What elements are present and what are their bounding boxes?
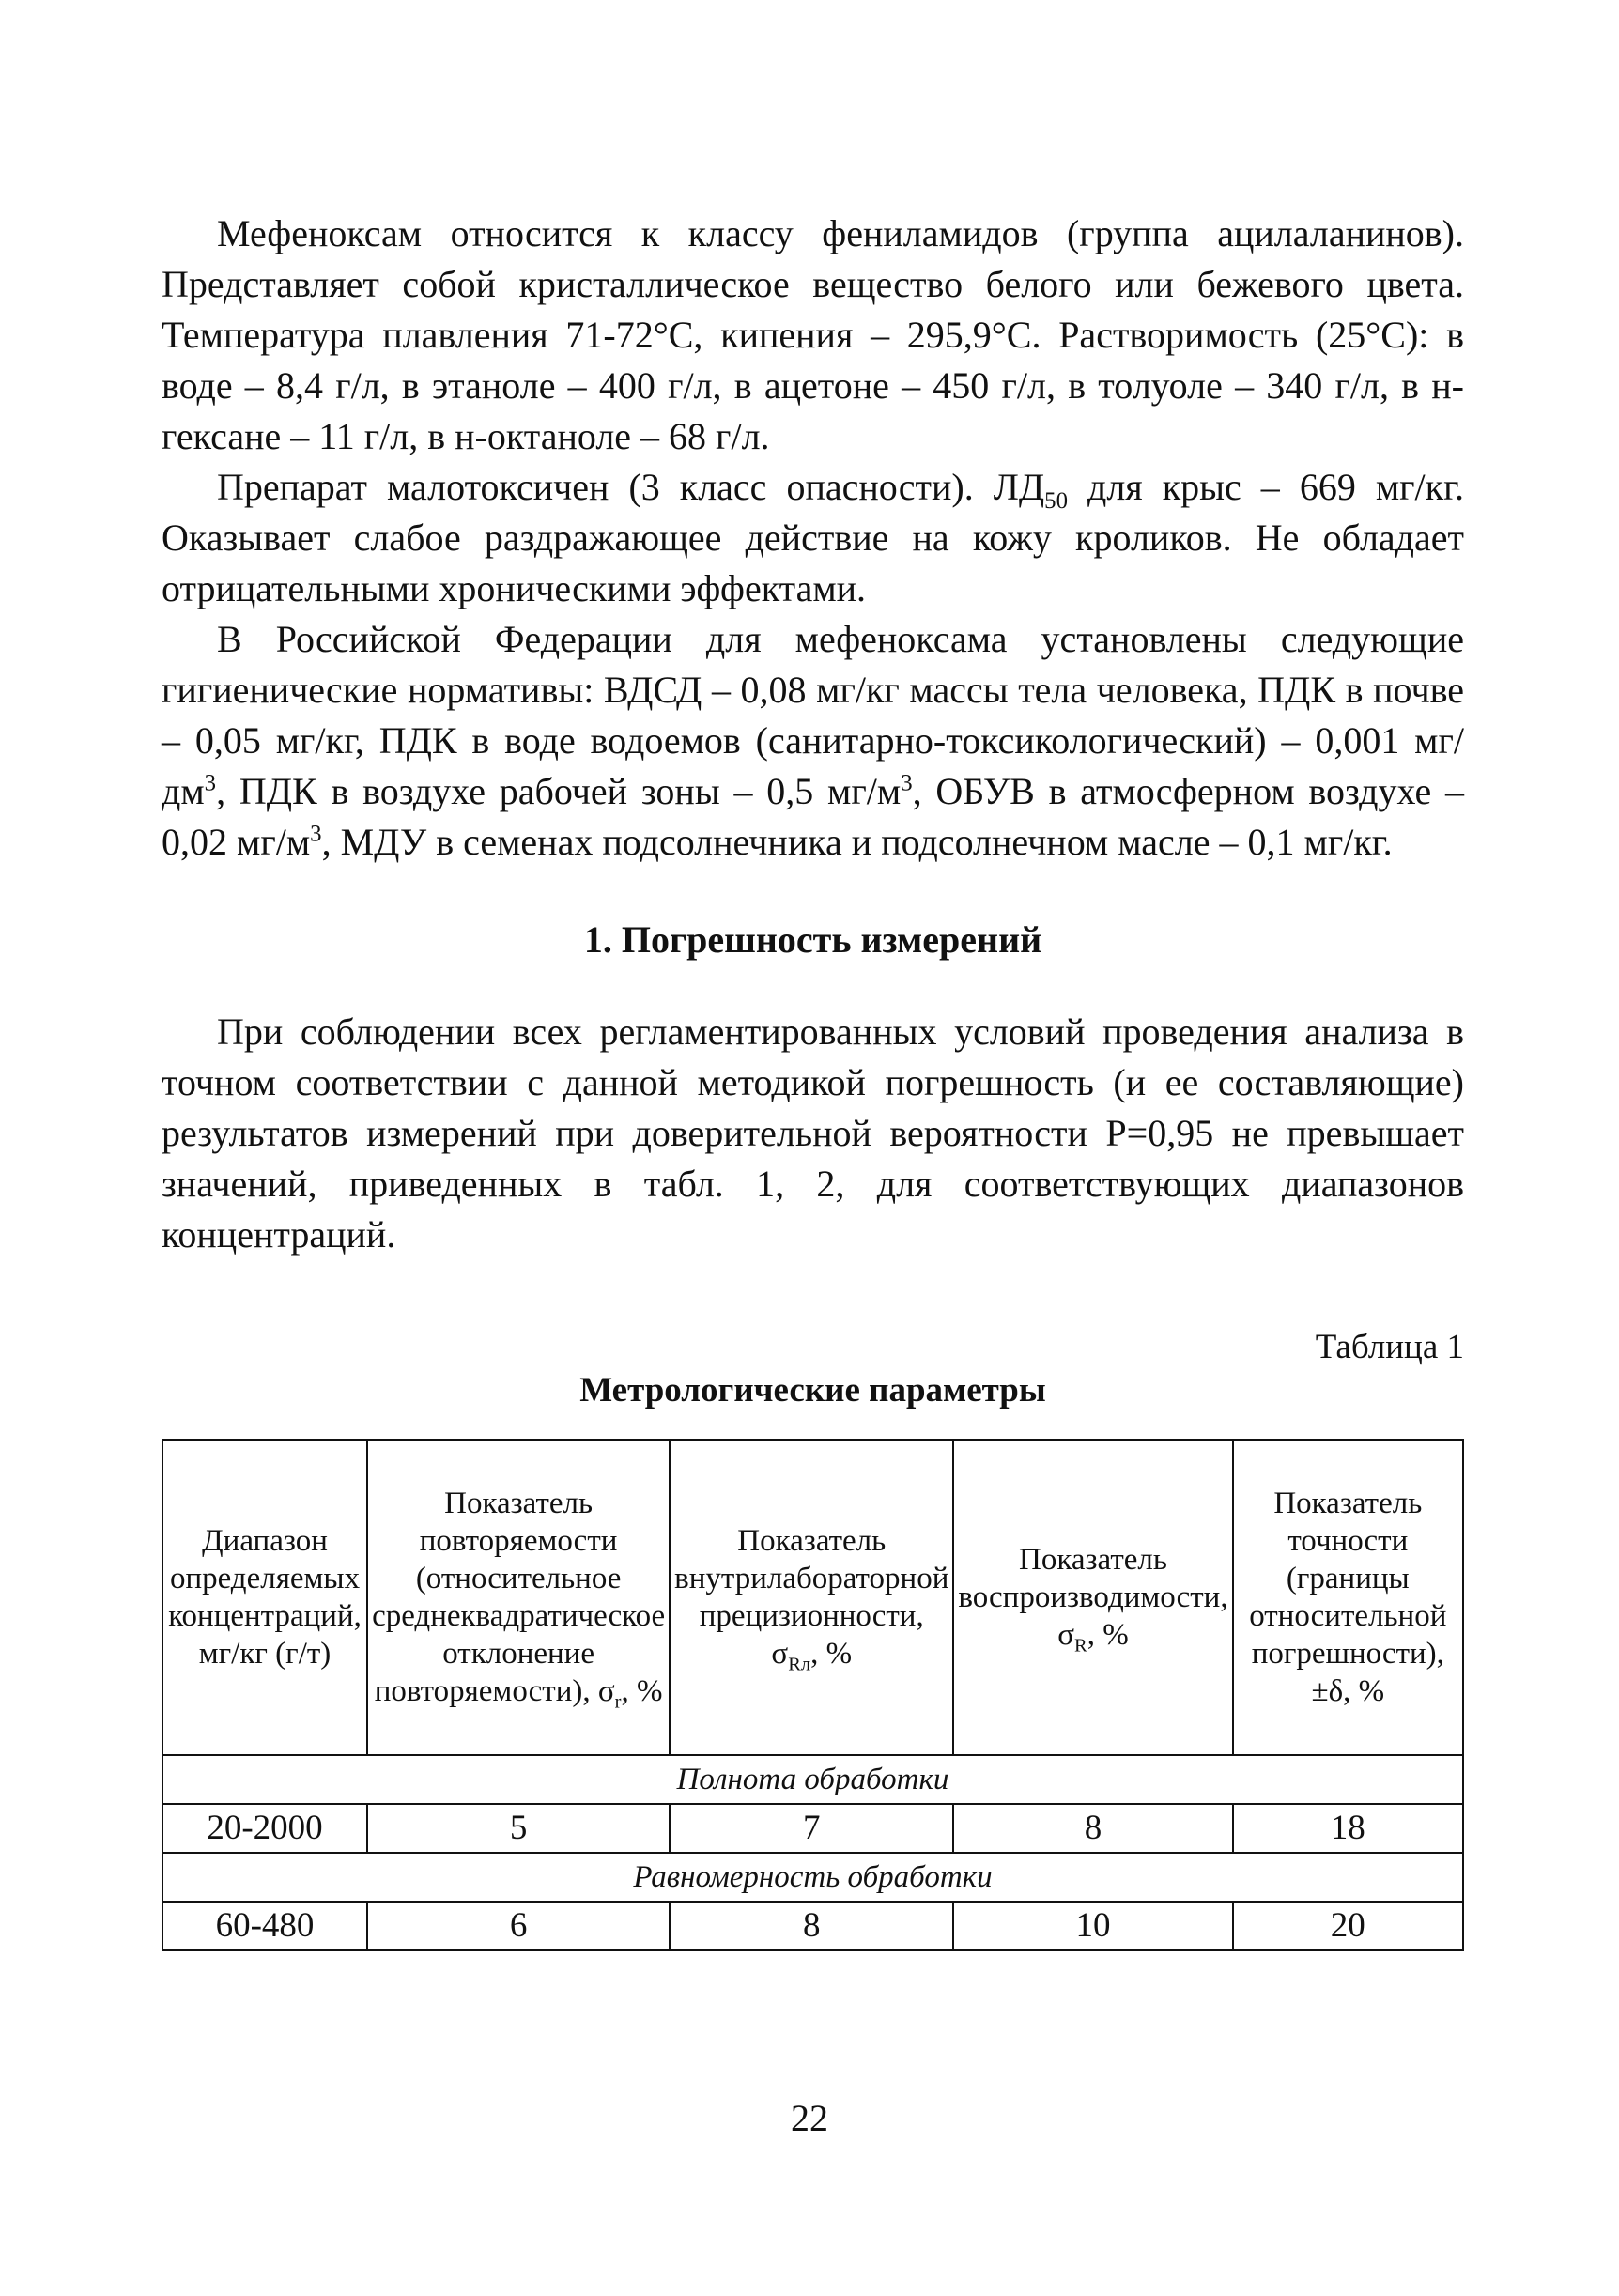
section-completeness: Полнота обработки (162, 1755, 1463, 1804)
paragraph-hygiene-norms: В Российской Федерации для мефеноксама установлены следующие гигиенические нормативы: ВДСД – 0,08 мг/кг массы тела человека, ПДК в почве – 0,05 мг/кг, ПДК в воде водоемов (санитарно-токсикологический) – 0,001 $мг/дм^3$, ПДК в воздухе рабочей зоны – 0,5 $мг/м^3$, ОБУВ в атмосферном воздухе – 0,02 $мг/м^3$, МДУ в семенах подсолнечника и подсолнечном масле – 0,1 мг/кг. (162, 618, 1464, 863)
table-label: Таблица 1 (1315, 1328, 1464, 1366)
page-number: 22 (791, 2097, 828, 2139)
cell-range: 20-2000 (162, 1804, 367, 1853)
cell-accuracy: 18 (1233, 1804, 1463, 1853)
cell-repeatability: 5 (367, 1804, 670, 1853)
cell-repeatability: 6 (367, 1902, 670, 1950)
table-title: Метрологические параметры (579, 1371, 1046, 1410)
table-section-row (162, 1755, 1463, 1804)
header-repeatability: Показатель повторяемости (относительное среднеквадратическое отклонение повторяемости), $\sigma_r$, % (367, 1440, 670, 1755)
cell-reproducibility: 10 (953, 1902, 1232, 1950)
cell-accuracy: 20 (1233, 1902, 1463, 1950)
header-reproducibility: Показатель воспроизводимости, $\sigma_R$, % (953, 1440, 1232, 1755)
cell-reproducibility: 8 (953, 1804, 1232, 1853)
paragraph-description: Мефеноксам относится к классу фениламидов (группа ацилаланинов). Представляет собой кристаллическое вещество белого или бежевого цвета. Температура плавления 71-72°С, кипения – 295,9°С. Растворимость (25°С): в воде – 8,4 г/л, в этаноле – 400 г/л, в ацетоне – 450 г/л, в толуоле – 340 г/л, в н-гексане – 11 г/л, в н-октаноле – 68 г/л. (162, 212, 1464, 457)
table-row (162, 1804, 1463, 1853)
header-intralab-precision: Показатель внутрилабораторной прецизионности, $\sigma_{Rл}$, % (670, 1440, 953, 1755)
cell-intralab-precision: 8 (670, 1902, 953, 1950)
section-uniformity: Равномерность обработки (162, 1853, 1463, 1902)
table-section-row (162, 1853, 1463, 1902)
cell-intralab-precision: 7 (670, 1804, 953, 1853)
cell-range: 60-480 (162, 1902, 367, 1950)
metrology-table (162, 1439, 1464, 1951)
header-range: Диапазон определяемых концентраций, мг/кг (г/т) (162, 1440, 367, 1755)
paragraph-error-intro: При соблюдении всех регламентированных условий проведения анализа в точном соответствии с данной методикой погрешность (и ее составляющие) результатов измерений при доверительной вероятности Р=0,95 не превышает значений, приведенных в табл. 1, 2, для соответствующих диапазонов концентраций. (162, 1010, 1464, 1256)
paragraph-toxicity: Препарат малотоксичен (3 класс опасности). $ЛД_{50}$ для крыс – 669 мг/кг. Оказывает слабое раздражающее действие на кожу кроликов. Не обладает отрицательными хроническими эффектами. (162, 466, 1464, 609)
table-row (162, 1902, 1463, 1950)
header-accuracy: Показатель точности (границы относительной погрешности), ±δ, % (1233, 1440, 1463, 1755)
section-heading: 1. Погрешность измерений (583, 918, 1042, 961)
table-header-row (162, 1440, 1463, 1755)
